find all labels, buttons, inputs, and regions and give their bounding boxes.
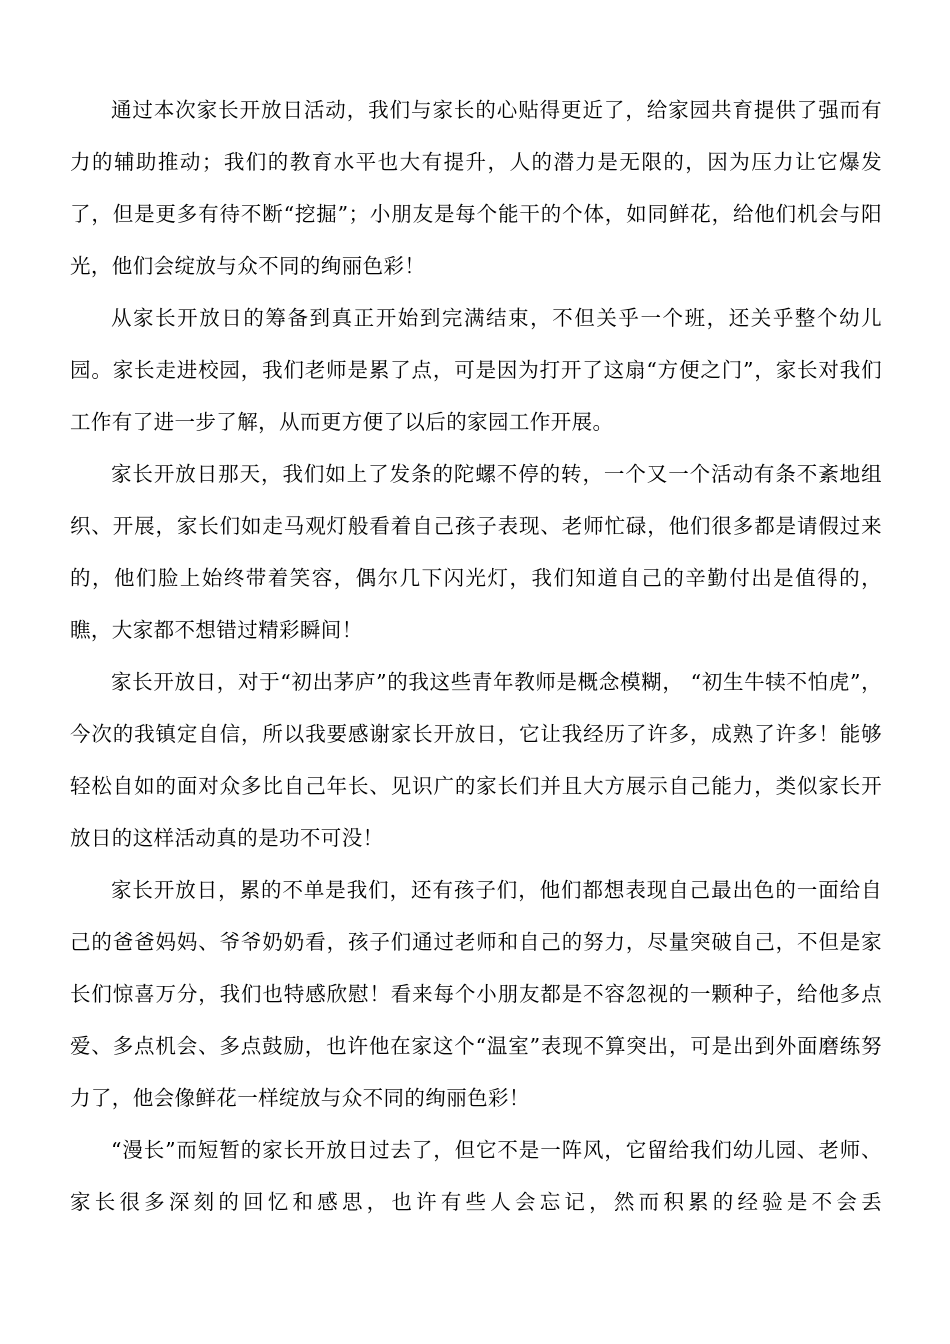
paragraph-1: 通过本次家长开放日活动，我们与家长的心贴得更近了，给家园共育提供了强而有力的辅助推动；我们的教育水平也大有提升，人的潜力是无限的，因为压力让它爆发了，但是更多有待不断“挖掘”；小朋友是每个能干的个体，如同鲜花，给他们机会与阳光，他们会绽放与众不同的绚丽色彩！ bbox=[70, 98, 882, 278]
paragraph-4: 家长开放日，对于“初出茅庐”的我这些青年教师是概念模糊， “初生牛犊不怕虎”，今次的我镇定自信，所以我要感谢家长开放日，它让我经历了许多，成熟了许多！能够轻松自如的面对众多比自己年长、见识广的家长们并且大方展示自己能力，类似家长开放日的这样活动真的是功不可没！ bbox=[70, 670, 882, 850]
paragraph-3: 家长开放日那天，我们如上了发条的陀螺不停的转，一个又一个活动有条不紊地组织、开展，家长们如走马观灯般看着自己孩子表现、老师忙碌，他们很多都是请假过来的，他们脸上始终带着笑容，偶尔几下闪光灯，我们知道自己的辛勤付出是值得的，瞧，大家都不想错过精彩瞬间！ bbox=[70, 462, 882, 642]
paragraph-2: 从家长开放日的筹备到真正开始到完满结束，不但关乎一个班，还关乎整个幼儿园。家长走进校园，我们老师是累了点，可是因为打开了这扇“方便之门”，家长对我们工作有了进一步了解，从而更方便了以后的家园工作开展。 bbox=[70, 306, 882, 434]
paragraph-6: “漫长”而短暂的家长开放日过去了，但它不是一阵风，它留给我们幼儿园、老师、家长很多深刻的回忆和感思，也许有些人会忘记，然而积累的经验是不会丢 bbox=[70, 1138, 882, 1214]
paragraph-5: 家长开放日，累的不单是我们，还有孩子们，他们都想表现自己最出色的一面给自己的爸爸妈妈、爷爷奶奶看，孩子们通过老师和自己的努力，尽量突破自己，不但是家长们惊喜万分，我们也特感欣慰！看来每个小朋友都是不容忽视的一颗种子，给他多点爱、多点机会、多点鼓励，也许他在家这个“温室”表现不算突出，可是出到外面磨练努力了，他会像鲜花一样绽放与众不同的绚丽色彩！ bbox=[70, 878, 882, 1110]
document-page bbox=[70, 84, 882, 1228]
